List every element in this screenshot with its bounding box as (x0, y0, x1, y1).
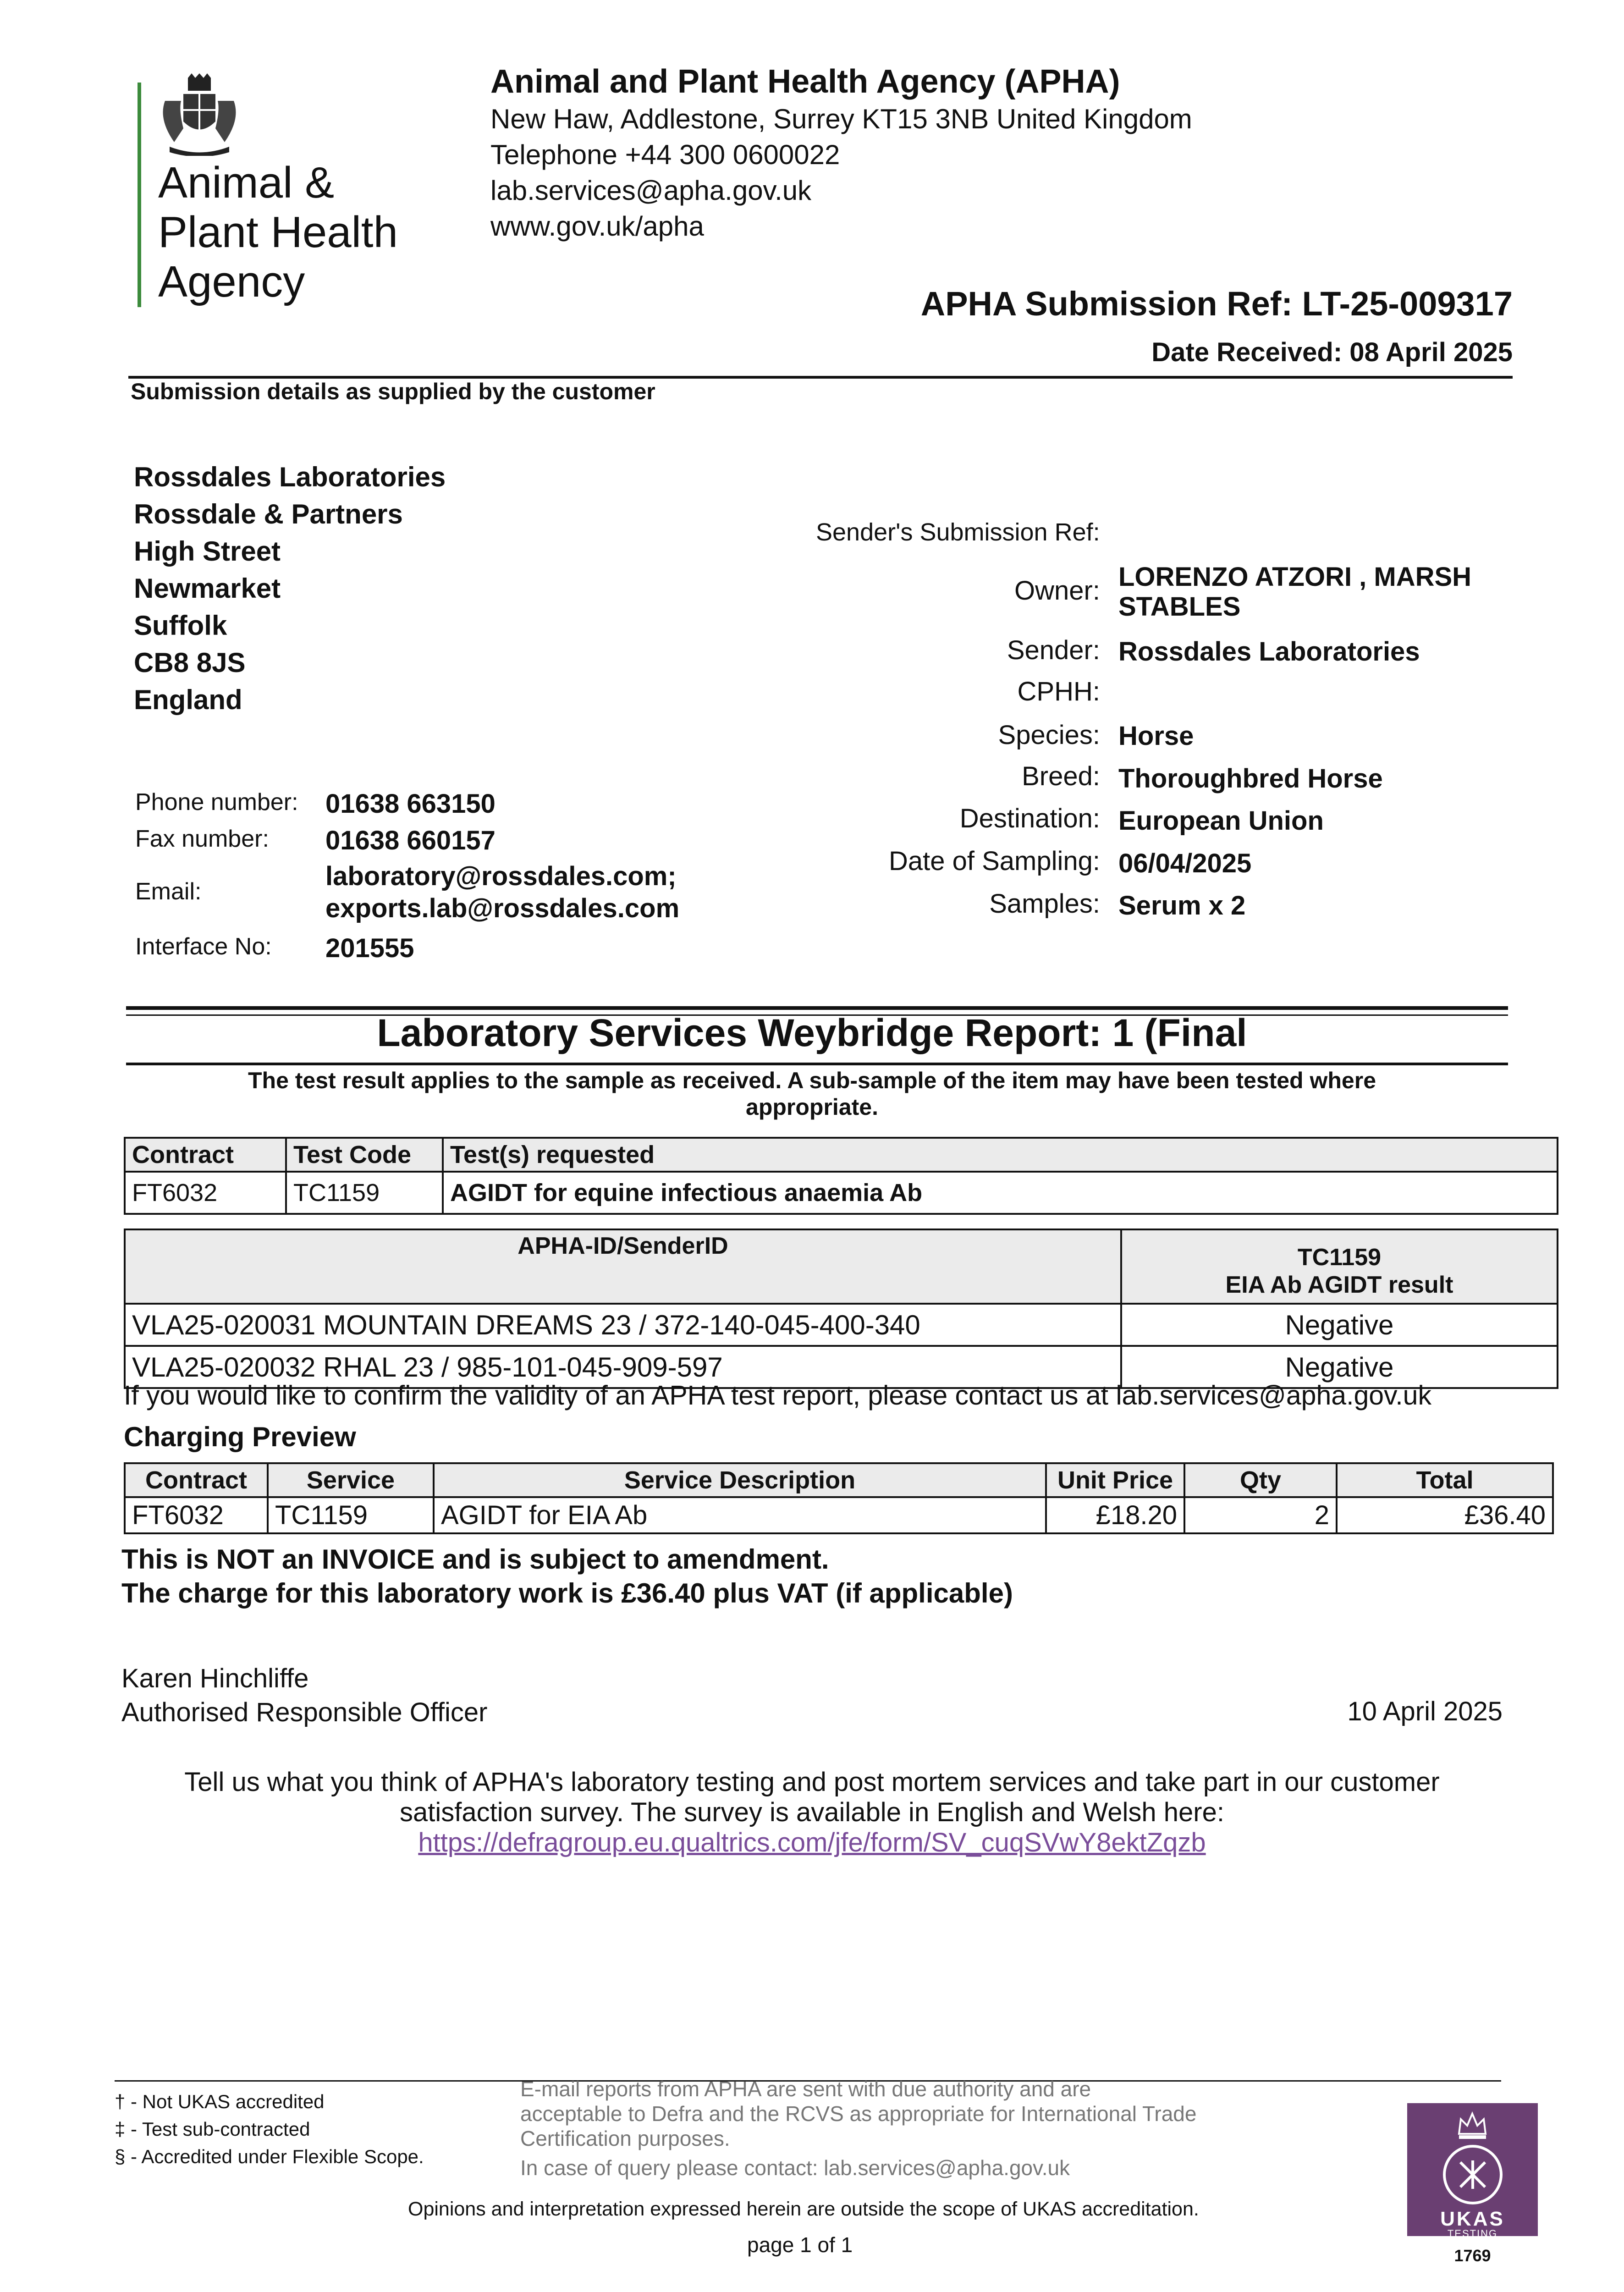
ukas-mark (1407, 2103, 1538, 2239)
agency-website: www.gov.uk/apha (490, 211, 704, 242)
survey-link[interactable]: https://defragroup.eu.qualtrics.com/jfe/form/SV_cuqSVwY8ektZqzb (418, 1828, 1206, 1857)
query-note: In case of query please contact: lab.services@apha.gov.uk (520, 2156, 1070, 2180)
email-value-1: laboratory@rossdales.com; (325, 861, 677, 891)
sender-label: Sender: (1007, 635, 1100, 665)
charging-total-header: Total (1337, 1463, 1553, 1497)
address-line: Newmarket (134, 573, 281, 604)
email-label: Email: (135, 878, 202, 905)
address-line: High Street (134, 536, 281, 567)
charging-total-cell: £36.40 (1337, 1497, 1553, 1533)
ukas-label: UKAS (1440, 2208, 1505, 2230)
signatory-role: Authorised Responsible Officer (121, 1697, 488, 1727)
report-rule-top (126, 1006, 1508, 1010)
validity-note: If you would like to confirm the validity of an APHA test report, please contact us at lab.services@apha.gov.uk (124, 1380, 1431, 1410)
report-note (0, 1067, 1624, 1120)
owner-value-1: LORENZO ATZORI , MARSH (1118, 562, 1472, 592)
id-header: APHA-ID/SenderID (125, 1229, 1121, 1304)
legend-item: ‡ - Test sub-contracted (115, 2118, 310, 2140)
charging-title: Charging Preview (124, 1421, 356, 1452)
agency-address: New Haw, Addlestone, Surrey KT15 3NB United Kingdom (490, 104, 1192, 134)
destination-label: Destination: (959, 804, 1100, 833)
email-note-line: E-mail reports from APHA are sent with due authority and are (520, 2077, 1091, 2101)
report-note-line: The test result applies to the sample as received. A sub-sample of the item may have been tested where (248, 1068, 1376, 1093)
ukas-emblem-icon (1440, 2142, 1505, 2207)
phone-label: Phone number: (135, 789, 298, 815)
contract-header: Contract (125, 1138, 286, 1172)
charging-table (124, 1462, 1554, 1534)
ukas-sub-label: TESTING (1447, 2228, 1498, 2239)
phone-value: 01638 663150 (325, 789, 495, 819)
address-line: England (134, 684, 242, 715)
test-code-cell: TC1159 (286, 1172, 443, 1214)
charging-contract-cell: FT6032 (125, 1497, 268, 1533)
result-cell: Negative (1121, 1304, 1558, 1346)
tests-header-row (125, 1138, 1558, 1172)
apha-logo (138, 73, 422, 312)
tests-requested-cell: AGIDT for equine infectious anaemia Ab (443, 1172, 1558, 1214)
breed-value: Thoroughbred Horse (1118, 764, 1383, 793)
charging-qty-cell: 2 (1184, 1497, 1337, 1533)
survey-block (0, 1767, 1624, 1858)
royal-crest-icon (156, 73, 243, 156)
opinions-note: Opinions and interpretation expressed herein are outside the scope of UKAS accreditation. (408, 2198, 1199, 2220)
charging-service-cell: TC1159 (268, 1497, 434, 1533)
signature-date: 10 April 2025 (1347, 1697, 1503, 1726)
sampling-value: 06/04/2025 (1118, 848, 1252, 878)
charging-description-cell: AGIDT for EIA Ab (434, 1497, 1046, 1533)
address-line: CB8 8JS (134, 647, 246, 678)
samples-value: Serum x 2 (1118, 891, 1246, 920)
destination-value: European Union (1118, 806, 1324, 836)
agency-telephone: Telephone +44 300 0600022 (490, 139, 840, 170)
agency-name: Animal and Plant Health Agency (APHA) (490, 63, 1120, 100)
charging-notes (121, 1543, 1013, 1610)
legend-item: † - Not UKAS accredited (115, 2091, 325, 2112)
email-note-line: Certification purposes. (520, 2127, 730, 2150)
ukas-number: 1769 (1454, 2246, 1491, 2265)
address-line: Rossdale & Partners (134, 499, 403, 529)
species-label: Species: (998, 720, 1100, 750)
interface-value: 201555 (325, 933, 414, 963)
fax-value: 01638 660157 (325, 826, 495, 855)
charging-row (125, 1497, 1553, 1533)
survey-text-line: satisfaction survey. The survey is available in English and Welsh here: (400, 1797, 1224, 1827)
agency-email: lab.services@apha.gov.uk (490, 175, 812, 206)
interface-label: Interface No: (135, 933, 272, 960)
breed-label: Breed: (1022, 761, 1100, 791)
footer-legend (115, 2088, 424, 2171)
report-note-line: appropriate. (746, 1094, 878, 1120)
address-line: Suffolk (134, 610, 227, 641)
email-note-line: acceptable to Defra and the RCVS as appropriate for International Trade (520, 2102, 1197, 2126)
submission-details (642, 513, 1558, 949)
logo-name-line: Animal & (158, 158, 335, 207)
charging-qty-header: Qty (1184, 1463, 1337, 1497)
logo-name-line: Plant Health (158, 208, 398, 257)
not-invoice-note: This is NOT an INVOICE and is subject to amendment. (121, 1544, 829, 1575)
crown-icon (1455, 2109, 1490, 2141)
sampling-label: Date of Sampling: (888, 846, 1100, 876)
results-header-row (125, 1229, 1558, 1304)
fax-label: Fax number: (135, 826, 269, 852)
tests-row (125, 1172, 1558, 1214)
date-received: Date Received: 08 April 2025 (1151, 337, 1513, 367)
sender-value: Rossdales Laboratories (1118, 637, 1420, 667)
result-header-code: TC1159 (1297, 1244, 1382, 1271)
sender-ref-label: Sender's Submission Ref: (816, 518, 1100, 546)
charging-unit-price-header: Unit Price (1046, 1463, 1184, 1497)
agency-header (490, 62, 1192, 244)
charging-service-header: Service (268, 1463, 434, 1497)
report-rule-bottom (126, 1063, 1508, 1065)
species-value: Horse (1118, 721, 1194, 751)
owner-label: Owner: (1014, 576, 1100, 606)
samples-label: Samples: (989, 889, 1100, 919)
tests-table (124, 1137, 1558, 1215)
owner-value-2: STABLES (1118, 592, 1241, 622)
signature-block (121, 1662, 487, 1730)
survey-text-line: Tell us what you think of APHA's laboratory testing and post mortem services and take part in our customer (184, 1767, 1440, 1797)
result-cell: Negative (1121, 1346, 1558, 1388)
page-number: page 1 of 1 (747, 2233, 853, 2257)
footer-email-note (520, 2077, 1196, 2180)
tests-requested-header: Test(s) requested (443, 1138, 1558, 1172)
sample-id-cell: VLA25-020032 RHAL 23 / 985-101-045-909-597 (125, 1346, 1121, 1388)
submission-ref: APHA Submission Ref: LT-25-009317 (920, 285, 1513, 323)
sample-id-cell: VLA25-020031 MOUNTAIN DREAMS 23 / 372-140-045-400-340 (125, 1304, 1121, 1346)
logo-name-line: Agency (158, 257, 305, 306)
charging-header-row (125, 1463, 1553, 1497)
result-header (1121, 1229, 1558, 1304)
result-header-name: EIA Ab AGIDT result (1225, 1272, 1453, 1298)
submission-section-title: Submission details as supplied by the customer (131, 379, 655, 404)
charge-note: The charge for this laboratory work is £36.40 plus VAT (if applicable) (121, 1578, 1013, 1609)
email-value-2: exports.lab@rossdales.com (325, 893, 680, 923)
results-table (124, 1229, 1558, 1389)
charging-unit-price-cell: £18.20 (1046, 1497, 1184, 1533)
charging-description-header: Service Description (434, 1463, 1046, 1497)
test-code-header: Test Code (286, 1138, 443, 1172)
cphh-label: CPHH: (1017, 677, 1100, 706)
signatory-name: Karen Hinchliffe (121, 1664, 309, 1693)
report-title: Laboratory Services Weybridge Report: 1 (Final (377, 1011, 1247, 1054)
contract-cell: FT6032 (125, 1172, 286, 1214)
customer-address (134, 458, 446, 718)
legend-item: § - Accredited under Flexible Scope. (115, 2146, 424, 2167)
logo-green-bar (138, 83, 141, 307)
address-line: Rossdales Laboratories (134, 462, 446, 492)
charging-contract-header: Contract (125, 1463, 268, 1497)
result-row (125, 1304, 1558, 1346)
